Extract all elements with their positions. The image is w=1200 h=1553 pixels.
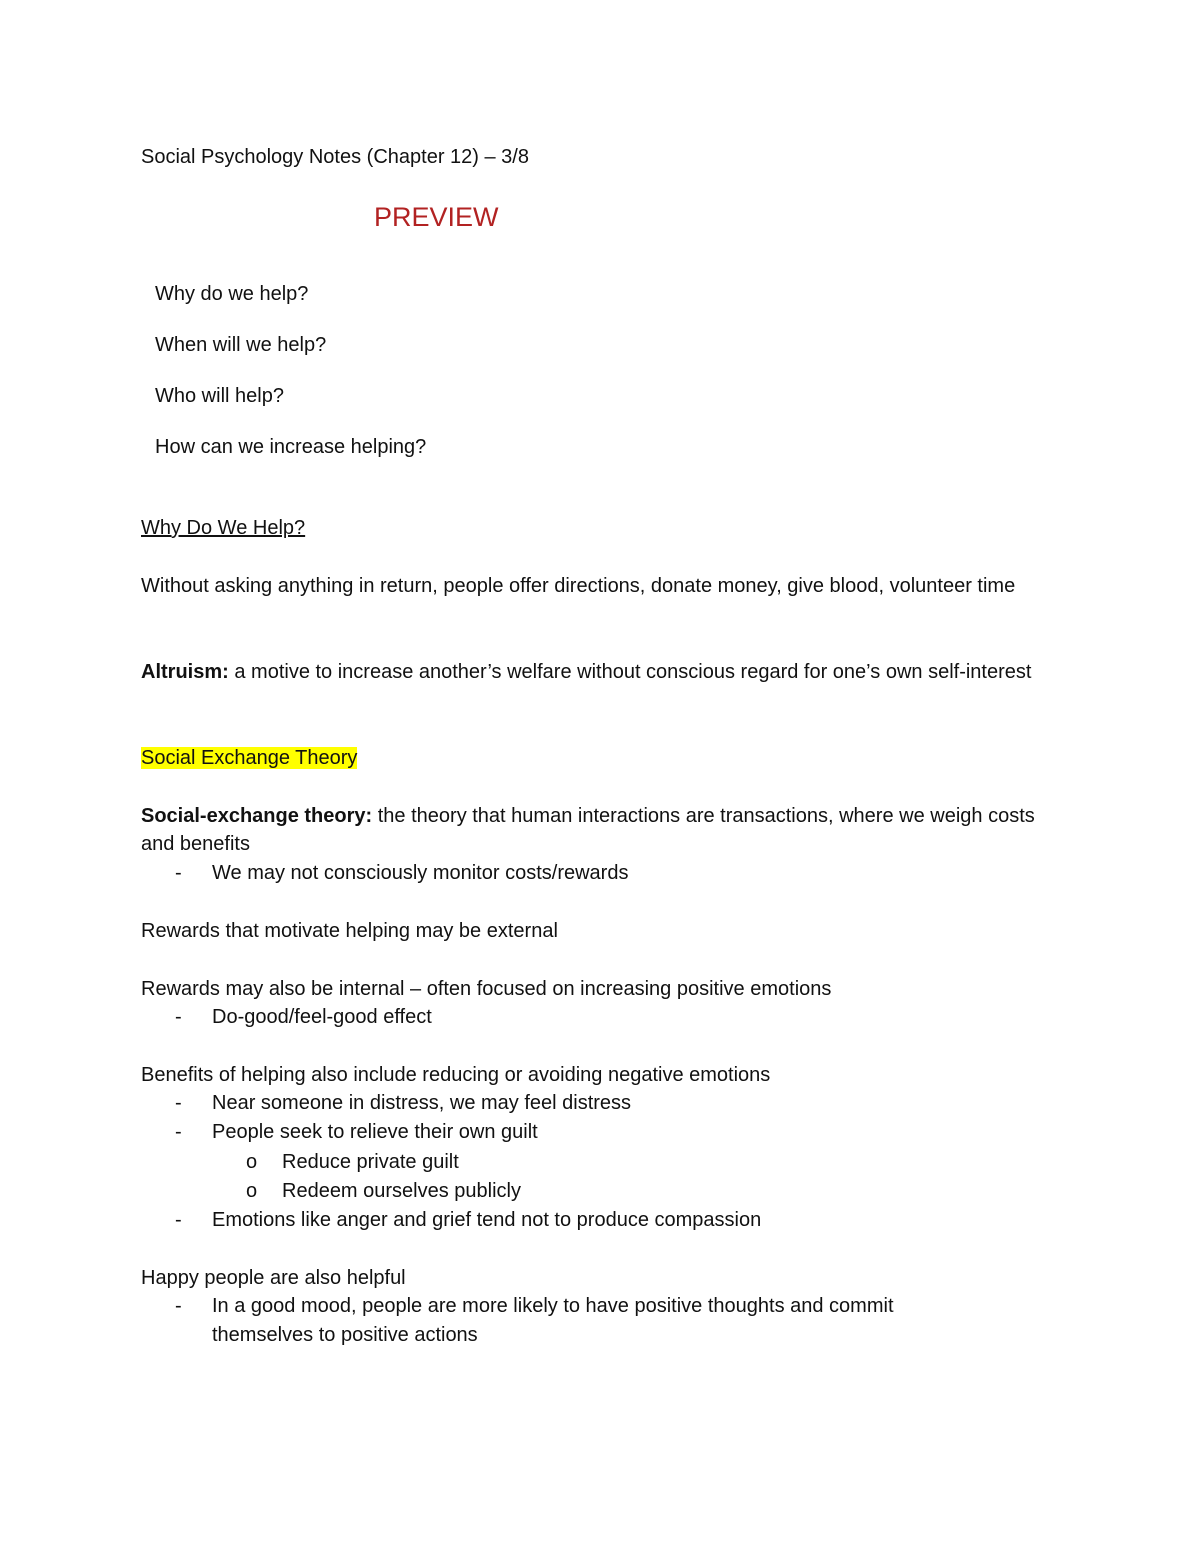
sub-list-item-text: Reduce private guilt xyxy=(282,1151,459,1173)
altruism-text: a motive to increase another’s welfare without conscious regard for one’s own self-interest xyxy=(228,661,1032,683)
highlighted-heading: Social Exchange Theory xyxy=(141,747,358,769)
paragraph-benefits: Benefits of helping also include reducing or avoiding negative emotions xyxy=(141,1064,771,1086)
altruism-definition xyxy=(141,658,1071,686)
list-item xyxy=(175,1089,631,1117)
intro-paragraph: Without asking anything in return, people offer directions, donate money, give blood, volunteer time xyxy=(141,575,1016,597)
social-exchange-term: Social-exchange theory: xyxy=(141,805,373,827)
dash-bullet: - xyxy=(175,1295,182,1317)
sub-list-item xyxy=(246,1177,521,1205)
section-heading-why-help xyxy=(141,514,1071,542)
altruism-term: Altruism: xyxy=(141,661,229,683)
social-exchange-definition xyxy=(141,802,1071,858)
list-item-text: Do-good/feel-good effect xyxy=(212,1006,432,1028)
dash-bullet: - xyxy=(175,1209,182,1231)
sub-list-item-text: Redeem ourselves publicly xyxy=(282,1180,522,1202)
preview-question: Who will help? xyxy=(155,385,284,407)
dash-bullet: - xyxy=(175,862,182,884)
list-item xyxy=(175,1118,538,1146)
list-item-text: In a good mood, people are more likely to have positive thoughts and commit themselves to positive actions xyxy=(212,1295,894,1346)
preview-heading: PREVIEW xyxy=(374,202,499,232)
paragraph-external-rewards: Rewards that motivate helping may be external xyxy=(141,920,558,942)
list-item-text: People seek to relieve their own guilt xyxy=(212,1121,538,1143)
circle-bullet: o xyxy=(246,1151,258,1173)
sub-list-item xyxy=(246,1148,459,1176)
page-title: Social Psychology Notes (Chapter 12) – 3/8 xyxy=(141,146,529,168)
dash-bullet: - xyxy=(175,1092,182,1114)
paragraph-happy-people: Happy people are also helpful xyxy=(141,1267,406,1289)
paragraph-internal-rewards: Rewards may also be internal – often focused on increasing positive emotions xyxy=(141,978,832,1000)
section-heading-text: Why Do We Help? xyxy=(141,517,306,539)
list-item xyxy=(175,1206,761,1234)
social-exchange-text: the theory that human interactions are transactions, where we weigh costs and benefits xyxy=(141,805,1035,855)
section-heading-social-exchange xyxy=(141,744,1071,772)
preview-question: How can we increase helping? xyxy=(155,436,427,458)
list-item xyxy=(175,859,628,887)
list-item xyxy=(175,1003,432,1031)
preview-question: When will we help? xyxy=(155,334,327,356)
list-item-text: Near someone in distress, we may feel distress xyxy=(212,1092,632,1114)
circle-bullet: o xyxy=(246,1180,258,1202)
preview-question: Why do we help? xyxy=(155,283,309,305)
dash-bullet: - xyxy=(175,1121,182,1143)
list-item-text: Emotions like anger and grief tend not to produce compassion xyxy=(212,1209,762,1231)
dash-bullet: - xyxy=(175,1006,182,1028)
list-item-text: We may not consciously monitor costs/rewards xyxy=(212,862,629,884)
